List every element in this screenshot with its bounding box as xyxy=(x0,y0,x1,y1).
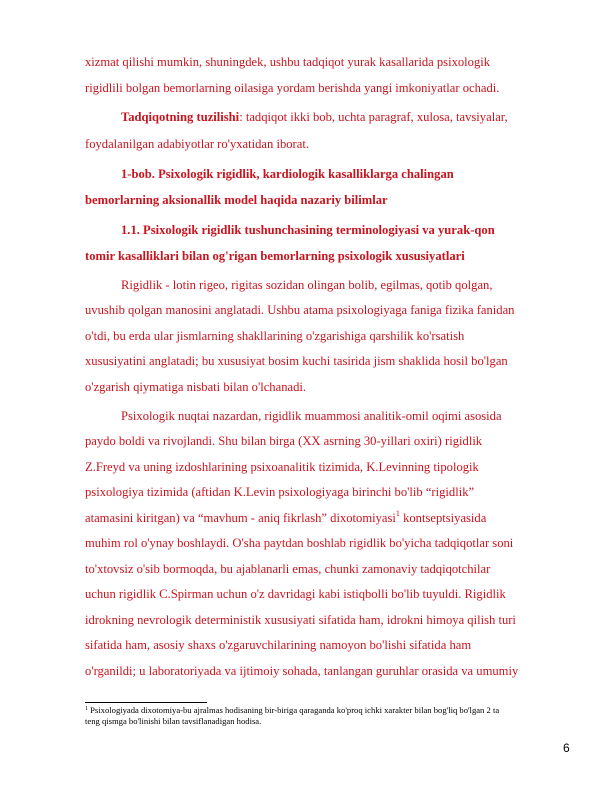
text-span: : tadqiqot ikki bob, uchta paragraf, xulosa, tavsiyalar, xyxy=(239,110,508,124)
text-line: sifatida ham, asosiy shaxs o'zgaruvchilarining namoyon bo'lishi sifatida ham xyxy=(85,638,472,652)
text-line: uchun rigidlik C.Spirman uchun o'z davridagi kabi istiqbolli bo'lib tuyuldi. Rigidlik xyxy=(85,587,506,601)
text-line: rigidlili bolgan bemorlarning oilasiga yordam berishda yangi imkoniyatlar ochadi. xyxy=(85,81,500,95)
footnote-reference[interactable]: 1 xyxy=(395,509,400,518)
text-line: Psixologik nuqtai nazardan, rigidlik muammosi analitik-omil oqimi asosida xyxy=(121,409,502,423)
text-line: psixologiya tizimida (aftidan K.Levin psixologiyaga birinchi bo'lib “rigidlik” xyxy=(85,485,475,499)
section-heading: 1.1. Psixologik rigidlik tushunchasining terminologiyasi va yurak-qon xyxy=(121,223,495,237)
chapter-heading: bemorlarning aksionallik model haqida nazariy bilimlar xyxy=(85,193,388,207)
page-number: 6 xyxy=(563,741,570,755)
footnote-divider xyxy=(85,702,207,703)
text-line: muhim rol o'ynay boshlaydi. O'sha paytdan boshlab rigidlik bo'yicha tadqiqotlar soni xyxy=(85,536,514,550)
section-heading: tomir kasalliklari bilan og'rigan bemorlarning psixologik xususiyatlari xyxy=(85,249,465,263)
footnote-line xyxy=(85,705,499,716)
text-line: o'rganildi; u laboratoriyada va ijtimoiy sohada, tanlangan guruhlar orasida va umumiy xyxy=(85,664,519,678)
text-line: paydo boldi va rivojlandi. Shu bilan birga (XX asrning 30-yillari oxiri) rigidlik xyxy=(85,434,483,448)
footnote-mark: 1 xyxy=(85,706,88,712)
text-line: to'xtovsiz o'sib bormoqda, bu ajablanarli emas, chunki zamonaviy tadqiqotchilar xyxy=(85,562,491,576)
text-span: kontseptsiyasida xyxy=(399,511,487,525)
text-line: idrokning nevrologik deterministik xususiyati sifatida ham, idrokni himoya qilish turi xyxy=(85,613,516,627)
text-line: o'tdi, bu erda ular jismlarning shakllarining o'zgarishiga qarshilik ko'rsatish xyxy=(85,329,465,343)
text-line: xususiyatini anglatadi; bu xususiyat bosim kuchi tasirida jism shaklida hosil bo'lgan xyxy=(85,354,508,368)
structure-heading: Tadqiqotning tuzilishi xyxy=(121,110,240,124)
text-line: Rigidlik - lotin rigeo, rigitas sozidan olingan bolib, egilmas, qotib qolgan, xyxy=(121,278,493,292)
footnote-line: teng qismga bo'linishi bilan tavsiflanadigan hodisa. xyxy=(85,716,262,726)
text-line: uvushib qolgan manosini anglatadi. Ushbu atama psixologiyaga faniga fizika fanidan xyxy=(85,303,515,317)
text-line: o'zgarish qiymatiga nisbati bilan o'lchanadi. xyxy=(85,380,307,394)
text-line: Z.Freyd va uning izdoshlarining psixoanalitik tizimida, K.Levinning tipologik xyxy=(85,460,479,474)
text-span: atamasini kiritgan) va “mavhum - aniq fikrlash” dixotomiyasi xyxy=(85,511,396,525)
structure-paragraph xyxy=(121,109,508,125)
text-line xyxy=(85,510,486,526)
footnote-text: Psixologiyada dixotomiya-bu ajralmas hodisaning bir-biriga qaraganda ko'proq ichki xarakter bilan bog'liq bo'lgan 2 ta xyxy=(88,705,500,715)
chapter-heading: 1-bob. Psixologik rigidlik, kardiologik kasalliklarga chalingan xyxy=(121,167,454,181)
text-line: xizmat qilishi mumkin, shuningdek, ushbu tadqiqot yurak kasallarida psixologik xyxy=(85,55,491,69)
text-line: foydalanilgan adabiyotlar ro'yxatidan iborat. xyxy=(85,137,309,151)
